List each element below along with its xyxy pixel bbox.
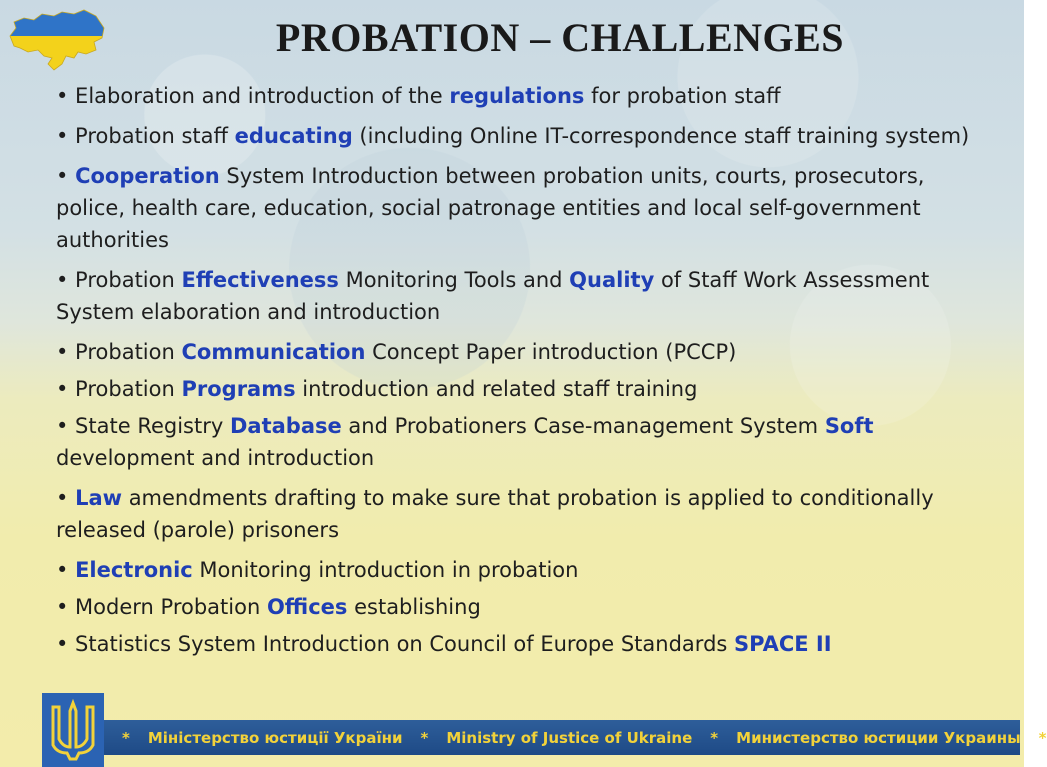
separator-star: * xyxy=(420,728,429,747)
ministry-name-ukrainian: Міністерство юстиції України xyxy=(147,728,403,747)
list-item: • Modern Probation Offices establishing xyxy=(56,595,481,619)
slide-title: PROBATION – CHALLENGES xyxy=(275,15,845,60)
separator-star: * xyxy=(710,728,719,747)
challenges-list xyxy=(56,80,986,668)
ukraine-map-icon xyxy=(4,6,108,76)
ministry-name-english: Ministry of Justice of Ukraine xyxy=(446,728,693,747)
separator-star: * xyxy=(1038,728,1047,747)
list-item: • Probation Programs introduction and related staff training xyxy=(56,377,698,401)
ministry-band xyxy=(104,720,1047,755)
list-item: • Law amendments drafting to make sure that probation is applied to conditionally released (parole) prisoners xyxy=(56,486,934,542)
list-item: • Probation Effectiveness Monitoring Tools and Quality of Staff Work Assessment System elaboration and introduction xyxy=(56,268,930,324)
ministry-name-russian: Министерство юстиции Украины xyxy=(736,728,1021,747)
list-item: • Cooperation System Introduction between probation units, courts, prosecutors, police, health care, education, social patronage entities and local self-government authorities xyxy=(56,164,925,252)
trident-emblem-icon xyxy=(42,693,104,767)
separator-star: * xyxy=(122,728,130,747)
list-item: • Statistics System Introduction on Council of Europe Standards SPACE II xyxy=(56,632,832,656)
list-item: • Elaboration and introduction of the regulations for probation staff xyxy=(56,84,781,108)
list-item: • Probation staff educating (including Online IT-correspondence staff training system) xyxy=(56,124,970,148)
list-item: • Probation Communication Concept Paper introduction (PCCP) xyxy=(56,340,737,364)
list-item: • Electronic Monitoring introduction in probation xyxy=(56,558,579,582)
footer-banner xyxy=(42,693,1047,767)
list-item: • State Registry Database and Probationers Case-management System Soft development and introduction xyxy=(56,414,874,470)
